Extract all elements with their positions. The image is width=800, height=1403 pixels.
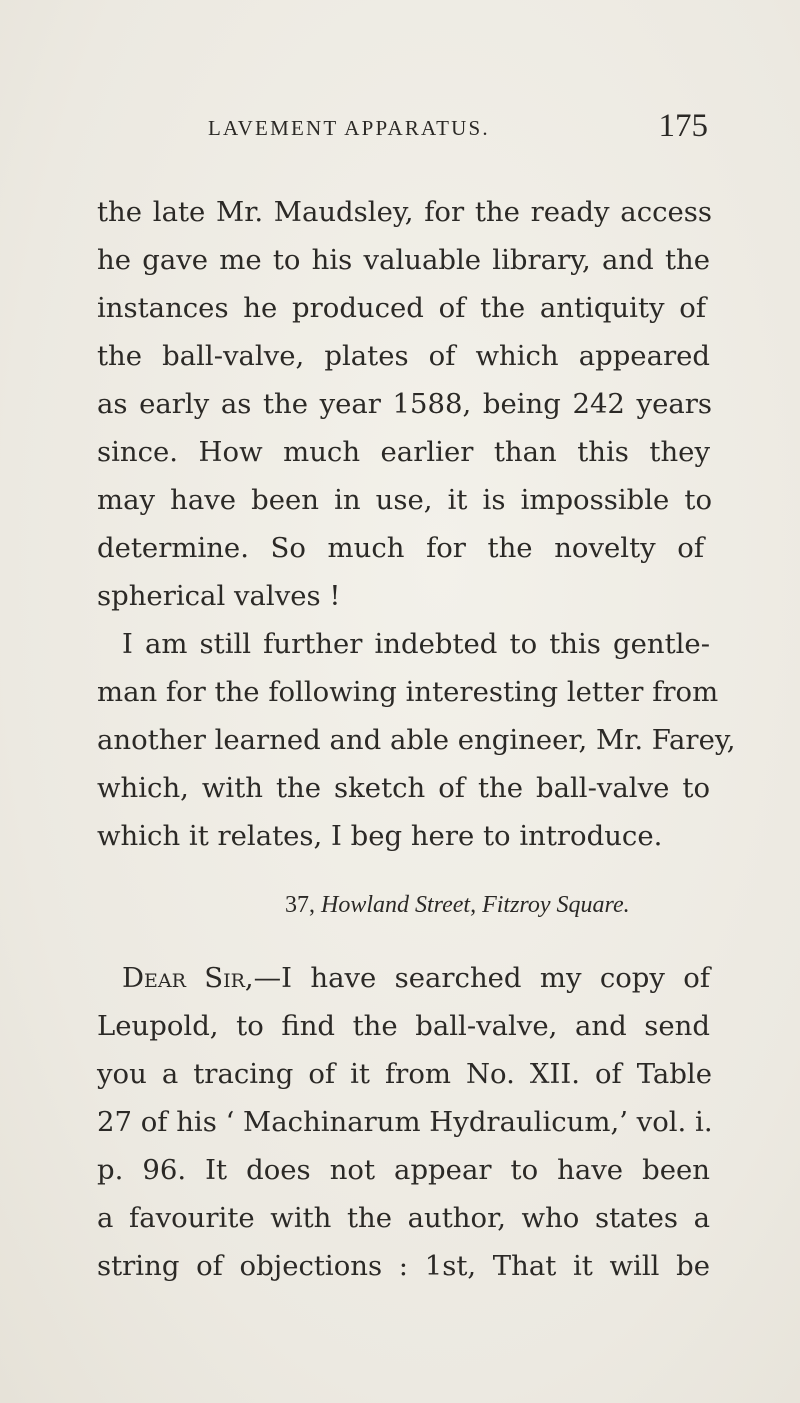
- text-line: p. 96. It does not appear to have been: [97, 1154, 710, 1186]
- text-line: the ball-valve, plates of which appeared: [97, 340, 710, 372]
- text-line: spherical valves !: [97, 580, 341, 612]
- salutation: Dear Sir,: [122, 962, 254, 994]
- text-line: determine. So much for the novelty of: [97, 532, 704, 564]
- text-line: Leupold, to find the ball-valve, and send: [97, 1010, 710, 1042]
- text-line: I am still further indebted to this gentle-: [122, 628, 710, 660]
- page-number: 175: [658, 108, 708, 144]
- text-line: 27 of his ‘ Machinarum Hydraulicum,’ vol. i.: [97, 1106, 713, 1138]
- text-line: the late Mr. Maudsley, for the ready access: [97, 196, 712, 228]
- text-line: he gave me to his valuable library, and the: [97, 244, 710, 276]
- running-title: LAVEMENT APPARATUS.: [208, 116, 490, 140]
- text-line: string of objections : 1st, That it will be: [97, 1250, 710, 1282]
- text-line: which, with the sketch of the ball-valve to: [97, 772, 710, 804]
- text-line: may have been in use, it is impossible to: [97, 484, 712, 516]
- text-line: which it relates, I beg here to introduce.: [97, 820, 663, 852]
- text-line: you a tracing of it from No. XII. of Table: [97, 1058, 712, 1090]
- text-line: [122, 960, 710, 996]
- text-line: man for the following interesting letter from: [97, 676, 719, 708]
- page-header: [208, 108, 708, 156]
- address-street: Howland Street, Fitzroy Square.: [321, 892, 630, 918]
- text-fragment: —I have searched my copy of: [253, 962, 710, 994]
- letter-address: [285, 887, 630, 923]
- text-line: a favourite with the author, who states a: [97, 1202, 710, 1234]
- text-line: as early as the year 1588, being 242 years: [97, 388, 712, 420]
- text-line: instances he produced of the antiquity of: [97, 292, 706, 324]
- address-number: 37,: [285, 892, 315, 918]
- text-line: another learned and able engineer, Mr. Farey,: [97, 724, 736, 756]
- text-line: since. How much earlier than this they: [97, 436, 710, 468]
